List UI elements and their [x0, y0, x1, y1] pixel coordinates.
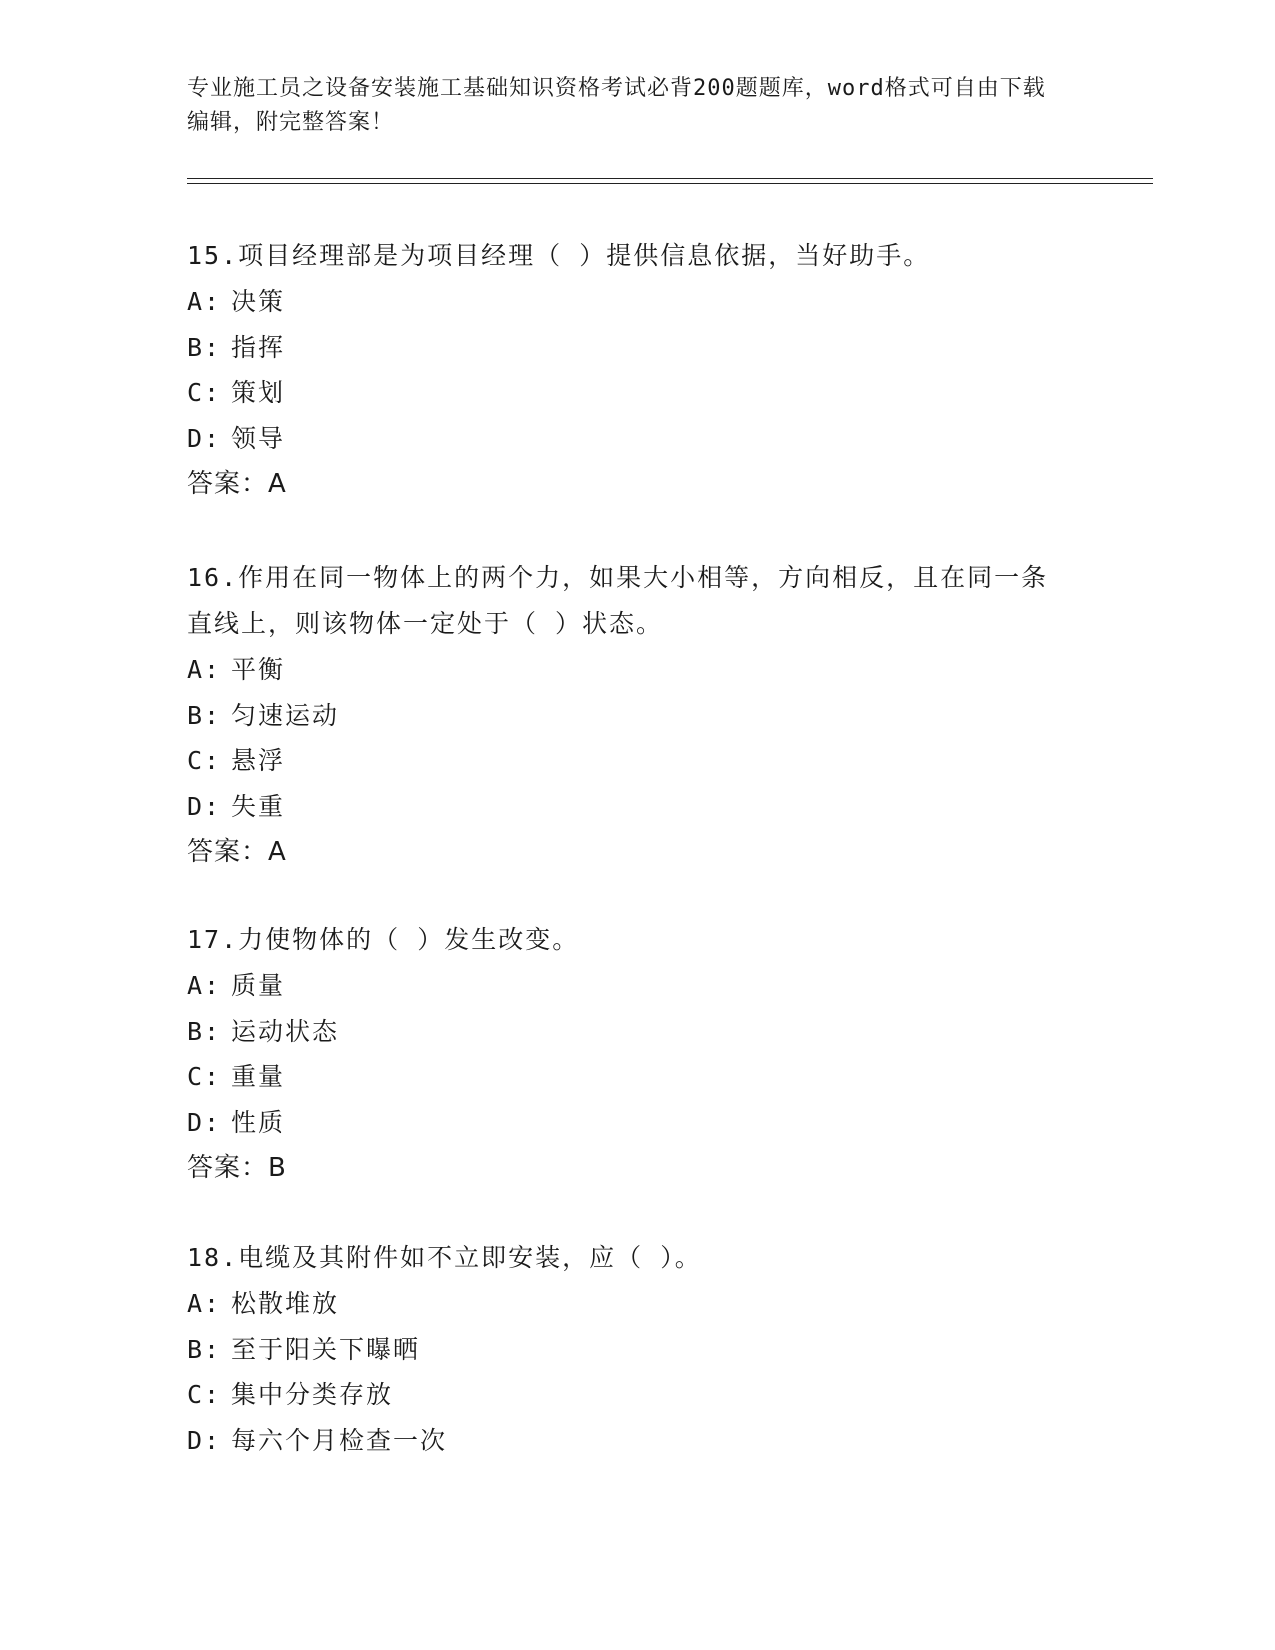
question-18 — [187, 1235, 1087, 1463]
option-text: 重量 — [231, 1062, 286, 1091]
option-text: 决策 — [231, 287, 286, 316]
option-key: D: — [187, 791, 222, 821]
option-key: A: — [187, 287, 222, 316]
option-c — [187, 370, 1087, 416]
option-b — [187, 1009, 1087, 1055]
question-16 — [187, 555, 1087, 875]
option-key: D: — [187, 1425, 222, 1455]
option-text: 悬浮 — [231, 746, 286, 775]
answer-line: 答案：A — [187, 837, 287, 867]
option-b — [187, 325, 1087, 371]
question-17 — [187, 917, 1087, 1191]
option-a — [187, 1281, 1087, 1327]
option-text: 质量 — [231, 971, 286, 1000]
option-key: C: — [187, 746, 222, 775]
document-header: 专业施工员之设备安装施工基础知识资格考试必背200题题库，word格式可自由下载编辑，附完整答案！ — [187, 76, 1046, 135]
option-key: C: — [187, 1062, 222, 1091]
option-key: D: — [187, 423, 222, 453]
answer-line: 答案：B — [187, 1153, 287, 1183]
option-text: 集中分类存放 — [231, 1380, 394, 1409]
option-c — [187, 738, 1087, 784]
option-d — [187, 1418, 1087, 1464]
question-stem: 15.项目经理部是为项目经理（ ）提供信息依据，当好助手。 — [187, 241, 931, 270]
option-text: 策划 — [231, 378, 286, 407]
question-stem: 16.作用在同一物体上的两个力，如果大小相等，方向相反，且在同一条直线上，则该物体一定处于（ ）状态。 — [187, 563, 1049, 638]
option-text: 性质 — [231, 1107, 286, 1137]
question-stem: 18.电缆及其附件如不立即安装，应（ ）。 — [187, 1243, 702, 1272]
option-c — [187, 1372, 1087, 1418]
option-key: A: — [187, 971, 222, 1000]
question-15 — [187, 233, 1087, 507]
option-b — [187, 1327, 1087, 1373]
option-d — [187, 784, 1087, 830]
option-key: B: — [187, 1334, 222, 1364]
option-a — [187, 647, 1087, 693]
option-key: B: — [187, 332, 222, 362]
option-key: C: — [187, 378, 222, 407]
answer-line: 答案：A — [187, 469, 287, 499]
option-key: B: — [187, 1016, 222, 1046]
option-key: A: — [187, 655, 222, 684]
option-key: B: — [187, 700, 222, 730]
question-stem: 17.力使物体的（ ）发生改变。 — [187, 925, 580, 954]
option-text: 运动状态 — [231, 1016, 340, 1046]
option-key: A: — [187, 1289, 222, 1318]
option-c — [187, 1054, 1087, 1100]
option-text: 每六个月检查一次 — [231, 1425, 448, 1455]
option-text: 匀速运动 — [231, 700, 340, 730]
option-text: 指挥 — [231, 332, 286, 362]
option-text: 松散堆放 — [231, 1289, 340, 1318]
option-text: 至于阳关下曝晒 — [231, 1334, 421, 1364]
option-text: 平衡 — [231, 655, 286, 684]
header-divider-top — [187, 178, 1153, 179]
option-d — [187, 1100, 1087, 1146]
option-text: 领导 — [231, 423, 286, 453]
option-key: D: — [187, 1107, 222, 1137]
option-a — [187, 279, 1087, 325]
option-b — [187, 693, 1087, 739]
option-d — [187, 416, 1087, 462]
option-a — [187, 963, 1087, 1009]
option-key: C: — [187, 1380, 222, 1409]
header-divider-bottom — [187, 183, 1153, 184]
option-text: 失重 — [231, 791, 286, 821]
